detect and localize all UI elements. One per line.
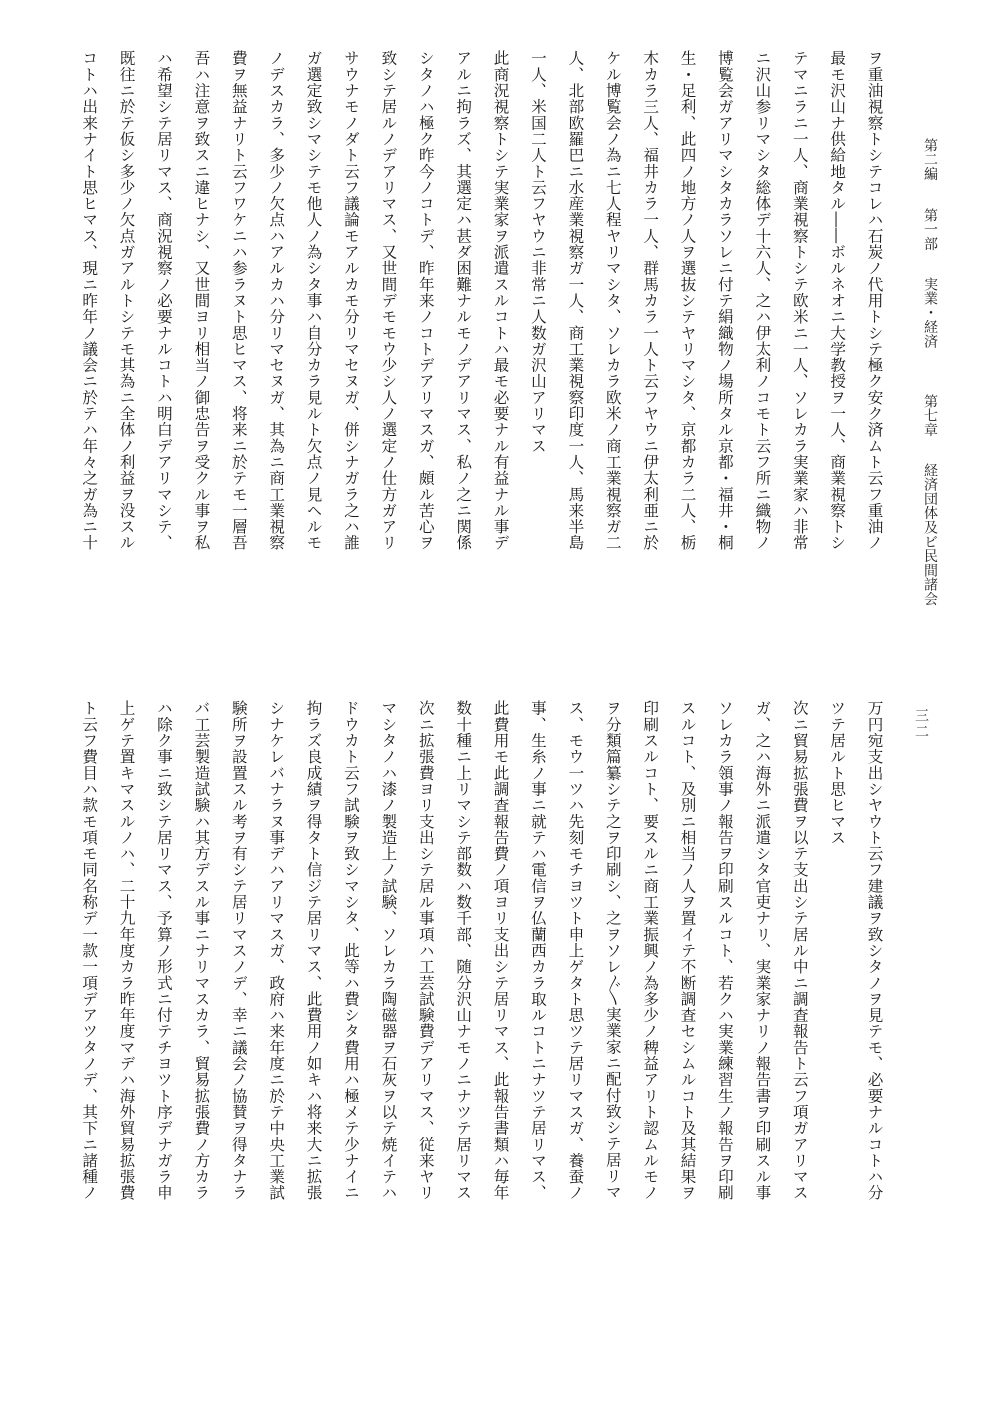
header-chapter-title: 経済団体及ビ民間諸会 [922,463,938,607]
text-column: 此商況視察トシテ実業家ヲ派遣スルコトハ最モ必要ナル有益ナル事デ [491,50,510,551]
text-column: アルニ拘ラズ、其選定ハ甚ダ困難ナルモノデアリマス、私ノ之ニ関係 [454,50,473,551]
text-column: 数十種ニ上リマシテ部数ハ数千部、随分沢山ナモノニナツテ居リマス [454,700,473,1201]
header-section: 第一部 [922,207,938,251]
text-column: コトハ出来ナイト思ヒマス、現ニ昨年ノ議会ニ於テハ年々之ガ為ニ十 [80,50,99,551]
text-column: 此費用モ此調査報告費ノ項ヨリ支出シテ居リマス、此報告書類ハ毎年 [491,700,510,1201]
running-header [909,138,937,678]
text-column: 一人、米国二人ト云フヤウニ非常ニ人数ガ沢山アリマス [528,50,547,454]
header-chapter: 第七章 [922,393,938,437]
text-column: 験所ヲ設置スル考ヲ有シテ居リマスノデ、幸ニ議会ノ協賛ヲ得タナラ [229,700,248,1201]
text-column: 上ゲテ置キマスルノハ、二十九年度カラ昨年度マデハ海外貿易拡張費 [117,700,136,1201]
page-number: 三二 [913,708,929,740]
text-column: バ工芸製造試験ハ其方デスル事ニナリマスカラ、貿易拡張費ノ方カラ [192,700,211,1201]
text-column: 万円宛支出シヤウト云フ建議ヲ致シタノヲ見テモ、必要ナルコトハ分 [865,700,884,1201]
text-column: ニ沢山参リマシタ総体デ十六人、之ハ伊太利ノコモト云フ所ニ織物ノ [753,50,772,551]
text-column: シナケレバナラヌ事デハアリマスガ、政府ハ来年度ニ於テ中央工業試 [267,700,286,1201]
text-column: 最モ沢山ナ供給地タル――ボルネオニ大学教授ヲ一人、商業視察トシ [828,50,847,551]
text-column: ガ、之ハ海外ニ派遣シタ官吏ナリ、実業家ナリノ報告書ヲ印刷スル事 [753,700,772,1201]
text-column: ハ希望シテ居リマス、商況視察ノ必要ナルコトハ明白デアリマシテ、 [154,50,173,551]
text-column: ヲ重油視察トシテコレハ石炭ノ代用トシテ極ク安ク済ムト云フ重油ノ [865,50,884,551]
text-column: スルコト、及別ニ相当ノ人ヲ置イテ不断調査セシムルコト及其結果ヲ [678,700,697,1201]
text-column: 印刷スルコト、要スルニ商工業振興ノ為多少ノ稗益アリト認ムルモノ [641,700,660,1201]
header-part: 第二編 [922,138,938,181]
text-column: ソレカラ領事ノ報告ヲ印刷スルコト、若クハ実業練習生ノ報告ヲ印刷 [715,700,734,1201]
text-column: 吾ハ注意ヲ致スニ違ヒナシ、又世間ヨリ相当ノ御忠告ヲ受クル事ヲ私 [192,50,211,551]
text-column: 人、北部欧羅巴ニ水産業視察ガ一人、商工業視察印度一人、馬来半島 [566,50,585,551]
text-column: ハ除ク事ニ致シテ居リマス、予算ノ形式ニ付テチヨツト序デナガラ申 [154,700,173,1201]
text-column: 拘ラズ良成績ヲ得タト信ジテ居リマス、此費用ノ如キハ将来大ニ拡張 [304,700,323,1201]
text-column: ドウカト云フ試験ヲ致シマシタ、此等ハ費シタ費用ハ極メテ少ナイニ [341,700,360,1201]
text-column: 生・足利、此四ノ地方ノ人ヲ選抜シテヤリマシタ、京都カラ二人、栃 [678,50,697,551]
header-subject: 実業・経済 [922,277,938,349]
text-column: 既往ニ於テ仮シ多少ノ欠点ガアルトシテモ其為ニ全体ノ利益ヲ没スル [117,50,136,551]
text-column: サウナモノダト云フ議論モアルカモ分リマセヌガ、併シナガラ之ハ誰 [341,50,360,551]
text-column: 費ヲ無益ナリト云フワケニハ参ラヌト思ヒマス、将来ニ於テモ一層吾 [229,50,248,551]
text-column: ヲ分類篇纂シテ之ヲ印刷シ、之ヲソレ〴〵実業家ニ配付致シテ居リマ [603,700,622,1201]
text-column: ツテ居ルト思ヒマス [828,700,847,846]
text-column: 次ニ拡張費ヨリ支出シテ居ル事項ハ工芸試験費デアリマス、従来ヤリ [416,700,435,1201]
text-column: マシタノハ漆ノ製造上ノ試験、ソレカラ陶磁器ヲ石灰ヲ以テ焼イテハ [379,700,398,1201]
text-column: ケル博覧会ノ為ニ七人程ヤリマシタ、ソレカラ欧米ノ商工業視察ガ二 [603,50,622,551]
text-column: 致シテ居ルノデアリマス、又世間デモモウ少シ人ノ選定ノ仕方ガアリ [379,50,398,551]
text-column: ト云フ費目ハ款モ項モ同名称デ一款一項デアツタノデ、其下ニ諸種ノ [80,700,99,1201]
text-column: ス、モウ一ツハ先刻モチヨツト申上ゲタト思ツテ居リマスガ、養蚕ノ [566,700,585,1201]
text-column: 次ニ貿易拡張費ヲ以テ支出シテ居ル中ニ調査報告ト云フ項ガアリマス [790,700,809,1201]
text-column: 博覧会ガアリマシタカラソレニ付テ絹織物ノ場所タル京都・福井・桐 [715,50,734,551]
text-column: 木カラ三人、福井カラ一人、群馬カラ一人ト云フヤウニ伊太利亜ニ於 [641,50,660,551]
text-column: ガ選定致シマシテモ他人ノ為シタ事ハ自分カラ見ルト欠点ノ見ヘルモ [304,50,323,551]
text-column: 事、生糸ノ事ニ就テハ電信ヲ仏蘭西カラ取ルコトニナツテ居リマス、 [528,700,547,1201]
text-column: シタノハ極ク昨今ノコトデ、昨年来ノコトデアリマスガ、頗ル苦心ヲ [416,50,435,551]
text-column: テマニラニ一人、商業視察トシテ欧米ニ一人、ソレカラ実業家ハ非常 [790,50,809,551]
text-column: ノデスカラ、多少ノ欠点ハアルカハ分リマセヌガ、其為ニ商工業視察 [267,50,286,551]
